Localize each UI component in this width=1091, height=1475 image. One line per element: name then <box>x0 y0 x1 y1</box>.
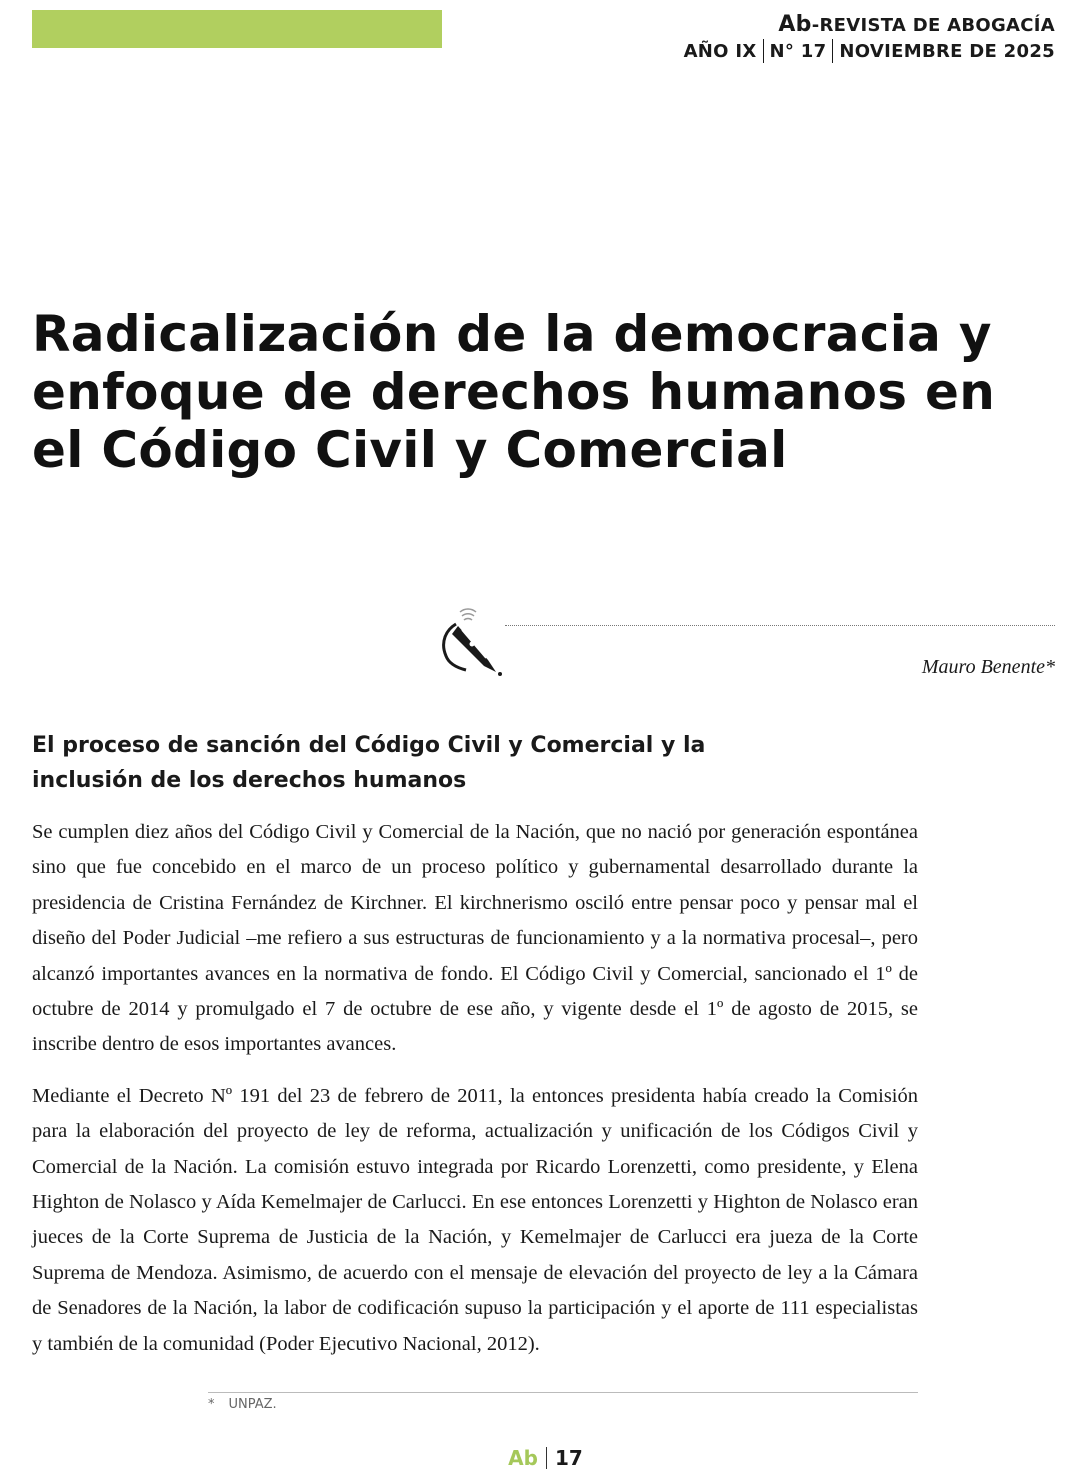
body-paragraph: Se cumplen diez años del Código Civil y Comercial de la Nación, que no nació por generación espontánea sino que fue concebido en el marco de un proceso político y gubernamental desarrollado durante la presidencia de Cristina Fernández de Kirchner. El kirchnerismo osciló entre pensar poco y pensar mal el diseño del Poder Judicial –me refiero a sus estructuras de funcionamiento y a la normativa procesal–, pero alcanzó importantes avances en la normativa de fondo. El Código Civil y Comercial, sancionado el 1º de octubre de 2014 y promulgado el 7 de octubre de ese año, y vigente desde el 1º de agosto de 2015, se inscribe dentro de esos importantes avances. <box>32 821 918 1056</box>
footer-separator <box>546 1447 547 1469</box>
header-separator <box>763 39 764 63</box>
journal-date: NOVIEMBRE DE 2025 <box>839 41 1055 62</box>
journal-header <box>684 12 1055 65</box>
body-paragraph: Mediante el Decreto Nº 191 del 23 de febrero de 2011, la entonces presidenta había creado la Comisión para la elaboración del proyecto de ley de reforma, actualización y unificación de los Códigos Civil y Comercial de la Nación. La comisión estuvo integrada por Ricardo Lorenzetti, como presidente, y Elena Highton de Nolasco y Aída Kemelmajer de Carlucci. En ese entonces Lorenzetti y Highton de Nolasco eran jueces de la Corte Suprema de Justicia de la Nación, y Kemelmajer de Carlucci era jueza de la Corte Suprema de Mendoza. Asimismo, de acuerdo con el mensaje de elevación del proyecto de ley a la Cámara de Senadores de la Nación, la labor de codificación supuso la participación y el aporte de 111 especialistas y también de la comunidad (Poder Ejecutivo Nacional, 2012). <box>32 1084 918 1355</box>
journal-brand-rest: -REVISTA DE ABOGACÍA <box>811 15 1055 36</box>
header-accent-bar <box>32 10 442 48</box>
fountain-pen-nib-icon <box>432 604 508 680</box>
journal-issue-info <box>684 39 1055 65</box>
article-title: Radicalización de la democracia y enfoque de derechos humanos en el Código Civil y Comercial <box>32 305 996 479</box>
header-separator <box>832 39 833 63</box>
footnote <box>208 1397 277 1412</box>
journal-brand-prefix: Ab <box>778 12 812 37</box>
page-number: 17 <box>554 1446 583 1470</box>
footnote-divider <box>208 1392 918 1393</box>
section-heading: El proceso de sanción del Código Civil y Comercial y la inclusión de los derechos humanos <box>32 733 706 793</box>
page-footer <box>0 1446 1091 1470</box>
footnote-text: UNPAZ. <box>228 1397 277 1412</box>
journal-name <box>684 12 1055 39</box>
journal-year: AÑO IX <box>683 41 757 62</box>
author-divider <box>505 625 1055 626</box>
article-author: Mauro Benente* <box>921 656 1055 678</box>
footer-brand: Ab <box>508 1446 538 1470</box>
article-body <box>32 815 918 1378</box>
footnote-mark: * <box>208 1397 215 1412</box>
journal-issue: N° 17 <box>769 41 827 62</box>
